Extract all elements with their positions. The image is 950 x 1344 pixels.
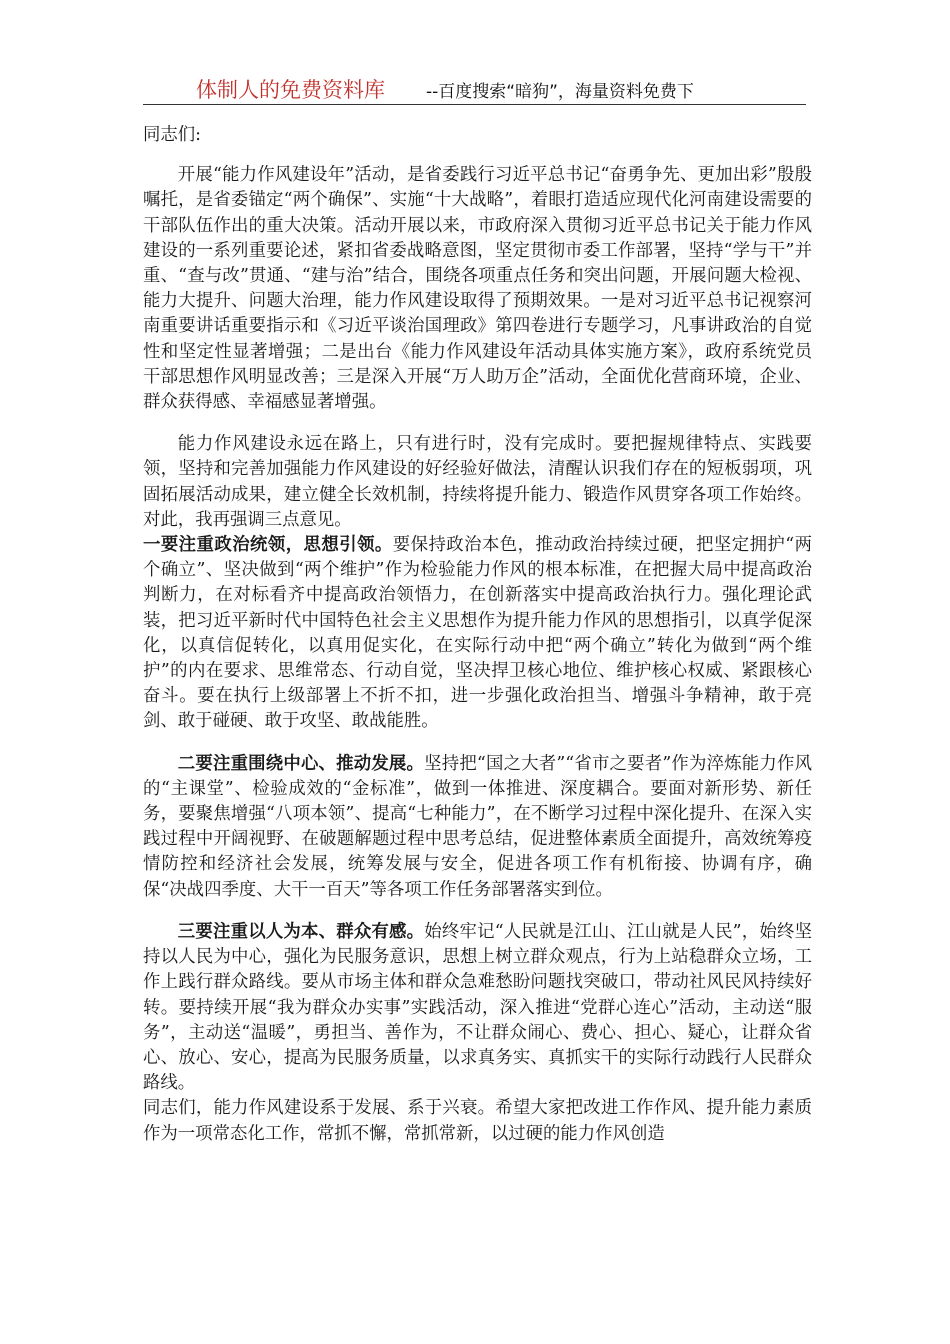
point-two-body: 坚持把“国之大者”“省市之要者”作为淬炼能力作风的“主课堂”、检验成效的“金标准”，做到一体推进、深度耦合。要面对新形势、新任务，要聚焦增强“八项本领”、提高“七种能力”，在不断学习过程中深化提升、在深入实践过程中开阔视野、在破题解题过程中思考总结，促进整体素质全面提升，高效统筹疫情防控和经济社会发展，统筹发展与安全，促进各项工作有机衔接、协调有序，确保“决战四季度、大干一百天”等各项工作任务部署落实到位。 bbox=[143, 753, 812, 900]
paragraph-point-three bbox=[143, 920, 812, 1096]
header-tagline: --百度搜索“暗狗”，海量资料免费下 bbox=[426, 82, 694, 102]
point-three-heading: 三要注重以人为本、群众有感。 bbox=[177, 921, 425, 942]
salutation: 同志们: bbox=[143, 125, 202, 145]
point-one-body: 要保持政治本色，推动政治持续过硬，把坚定拥护“两个确立”、坚决做到“两个维护”作为检验能力作风的根本标准，在把握大局中提高政治判断力，在对标看齐中提高政治领悟力，在创新落实中提高政治执行力。强化理论武装，把习近平新时代中国特色社会主义思想作为提升能力作风的思想指引，以真学促深化，以真信促转化，以真用促实化，在实际行动中把“两个确立”转化为做到“两个维护”的内在要求、思维常态、行动自觉，坚决捍卫核心地位、维护核心权威、紧跟核心奋斗。要在执行上级部署上不折不扣，进一步强化政治担当、增强斗争精神，敢于亮剑、敢于碰硬、敢于攻坚、敢战能胜。 bbox=[143, 535, 812, 732]
paragraph-intro: 开展“能力作风建设年”活动，是省委践行习近平总书记“奋勇争先、更加出彩”殷殷嘱托，是省委锚定“两个确保”、实施“十大战略”，着眼打造适应现代化河南建设需要的干部队伍作出的重大决策。活动开展以来，市政府深入贯彻习近平总书记关于能力作风建设的一系列重要论述，紧扣省委战略意图，坚定贯彻市委工作部署，坚持“学与干”并重、“查与改”贯通、“建与治”结合，围绕各项重点任务和突出问题，开展问题大检视、能力大提升、问题大治理，能力作风建设取得了预期效果。一是对习近平总书记视察河南重要讲话重要指示和《习近平谈治国理政》第四卷进行专题学习，凡事讲政治的自觉性和坚定性显著增强；二是出台《能力作风建设年活动具体实施方案》，政府系统党员干部思想作风明显改善；三是深入开展“万人助万企”活动，全面优化营商环境，企业、群众获得感、幸福感显著增强。 bbox=[143, 165, 812, 413]
point-three-body: 始终牢记“人民就是江山、江山就是人民”，始终坚持以人民为中心，强化为民服务意识，思想上树立群众观点，行为上站稳群众立场，工作上践行群众路线。要从市场主体和群众急难愁盼问题找突破口，带动社风民风持续好转。要持续开展“我为群众办实事”实践活动，深入推进“党群心连心”活动，主动送“服务”，主动送“温暖”，勇担当、善作为，不让群众闹心、费心、担心、疑心，让群众省心、放心、安心，提高为民服务质量，以求真务实、真抓实干的实际行动践行人民群众路线。 bbox=[143, 921, 812, 1094]
point-two-heading: 二要注重围绕中心、推动发展。 bbox=[177, 753, 425, 774]
header-brand: 体制人的免费资料库 bbox=[196, 78, 385, 102]
page-header bbox=[143, 70, 806, 105]
document-body bbox=[143, 123, 812, 1147]
paragraph-closing: 同志们，能力作风建设系于发展、系于兴衰。希望大家把改进工作作风、提升能力素质作为一项常态化工作，常抓不懈，常抓常新，以过硬的能力作风创造 bbox=[143, 1098, 812, 1144]
paragraph-transition: 能力作风建设永远在路上，只有进行时，没有完成时。要把握规律特点、实践要领，坚持和完善加强能力作风建设的好经验好做法，清醒认识我们存在的短板弱项，巩固拓展活动成果，建立健全长效机制，持续将提升能力、锻造作风贯穿各项工作始终。对此，我再强调三点意见。 bbox=[143, 434, 812, 530]
paragraph-point-one bbox=[143, 533, 812, 735]
paragraph-point-two bbox=[143, 752, 812, 903]
point-one-heading: 一要注重政治统领，思想引领。 bbox=[143, 535, 393, 556]
